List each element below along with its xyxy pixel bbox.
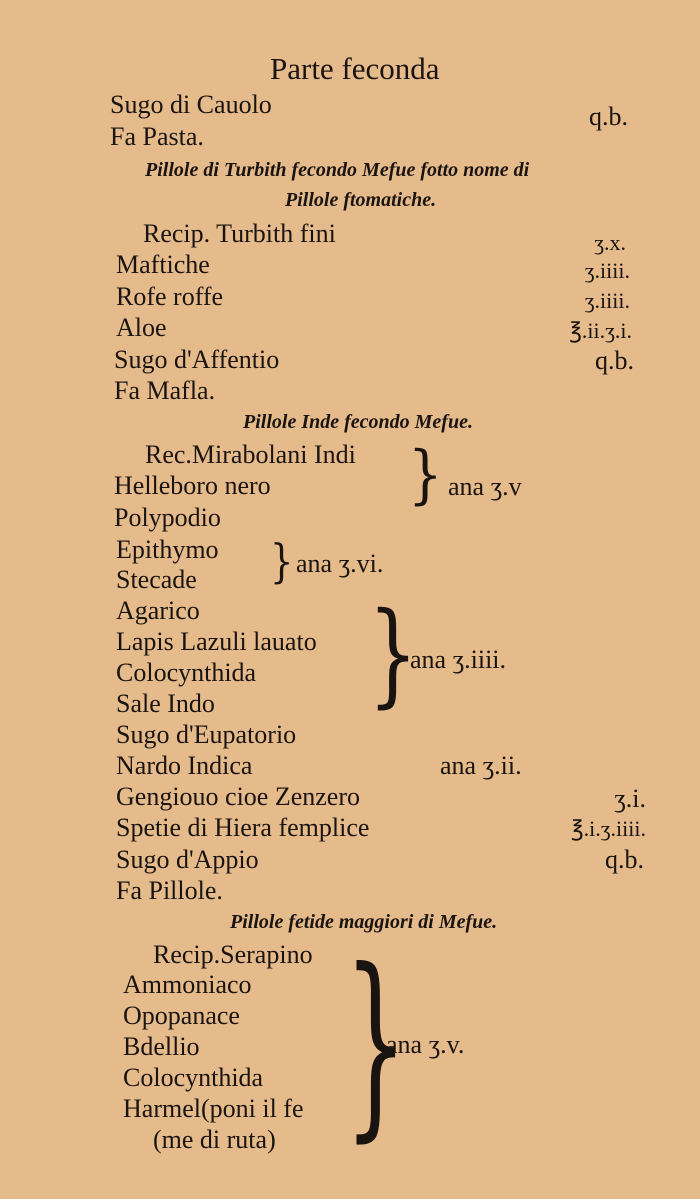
ingredient-line: Recip.Serapino: [153, 940, 313, 969]
group-dose-label: ana ʒ.ii.: [440, 751, 522, 780]
group-dose-label: ana ʒ.v.: [386, 1030, 465, 1059]
dose-label: ʒ.iiii.: [584, 258, 630, 283]
ingredient-line: Nardo Indica: [116, 751, 253, 780]
dose-label: ℥.i.ʒ.iiii.: [570, 816, 646, 841]
page-title: Parte feconda: [270, 51, 440, 86]
ingredient-line: (me di ruta): [153, 1125, 276, 1154]
group-dose-label: ana ʒ.vi.: [296, 549, 384, 578]
instruction-line: Fa Pillole.: [116, 876, 223, 905]
ingredient-line: Rec.Mirabolani Indi: [145, 440, 356, 469]
grouping-brace: }: [344, 927, 408, 1160]
group-dose-label: ana ʒ.v: [448, 472, 522, 501]
dose-label: q.b.: [605, 845, 644, 874]
ingredient-line: Sugo d'Affentio: [114, 345, 280, 374]
ingredient-line: Recip. Turbith fini: [143, 219, 336, 248]
section-heading: Pillole fetide maggiori di Mefue.: [230, 911, 498, 933]
ingredient-line: Polypodio: [114, 503, 221, 532]
grouping-brace: }: [270, 534, 294, 588]
section-heading: Pillole Inde fecondo Mefue.: [243, 411, 473, 433]
dose-label: ʒ.x.: [594, 230, 626, 255]
ingredient-line: Colocynthida: [123, 1063, 264, 1092]
ingredient-line: Sugo di Cauolo: [110, 90, 272, 119]
section-heading: Pillole di Turbith fecondo Mefue fotto nome di: [145, 159, 530, 181]
ingredient-line: Gengiouo cioe Zenzero: [116, 782, 361, 811]
dose-label: q.b.: [589, 102, 628, 131]
ingredient-line: Helleboro nero: [114, 471, 271, 500]
dose-label: q.b.: [595, 346, 634, 375]
ingredient-line: Bdellio: [123, 1032, 200, 1061]
instruction-line: Fa Mafla.: [114, 376, 216, 405]
instruction-line: Fa Pasta.: [110, 122, 204, 151]
ingredient-line: Stecade: [116, 565, 197, 594]
ingredient-line: Sale Indo: [116, 689, 215, 718]
ingredient-line: Aloe: [116, 313, 167, 342]
ingredient-line: Opopanace: [123, 1001, 240, 1030]
ingredient-line: Epithymo: [116, 535, 219, 564]
ingredient-line: Agarico: [116, 596, 200, 625]
dose-label: ʒ.iiii.: [584, 288, 630, 313]
dose-label: ℥.ii.ʒ.i.: [569, 318, 632, 343]
dose-label: ʒ.i.: [614, 784, 646, 813]
grouping-brace: }: [408, 438, 443, 512]
ingredient-line: Maftiche: [116, 250, 210, 279]
group-dose-label: ana ʒ.iiii.: [410, 645, 507, 674]
ingredient-line: Lapis Lazuli lauato: [116, 627, 317, 656]
ingredient-line: Sugo d'Appio: [116, 845, 259, 874]
ingredient-line: Ammoniaco: [123, 970, 252, 999]
ingredient-line: Sugo d'Eupatorio: [116, 720, 297, 749]
section-heading: Pillole ftomatiche.: [285, 189, 437, 211]
ingredient-line: Colocynthida: [116, 658, 257, 687]
grouping-brace: }: [368, 589, 418, 719]
ingredient-line: Harmel(poni il fe: [123, 1094, 304, 1123]
ingredient-line: Spetie di Hiera femplice: [116, 813, 370, 842]
ingredient-line: Rofe roffe: [116, 282, 224, 311]
